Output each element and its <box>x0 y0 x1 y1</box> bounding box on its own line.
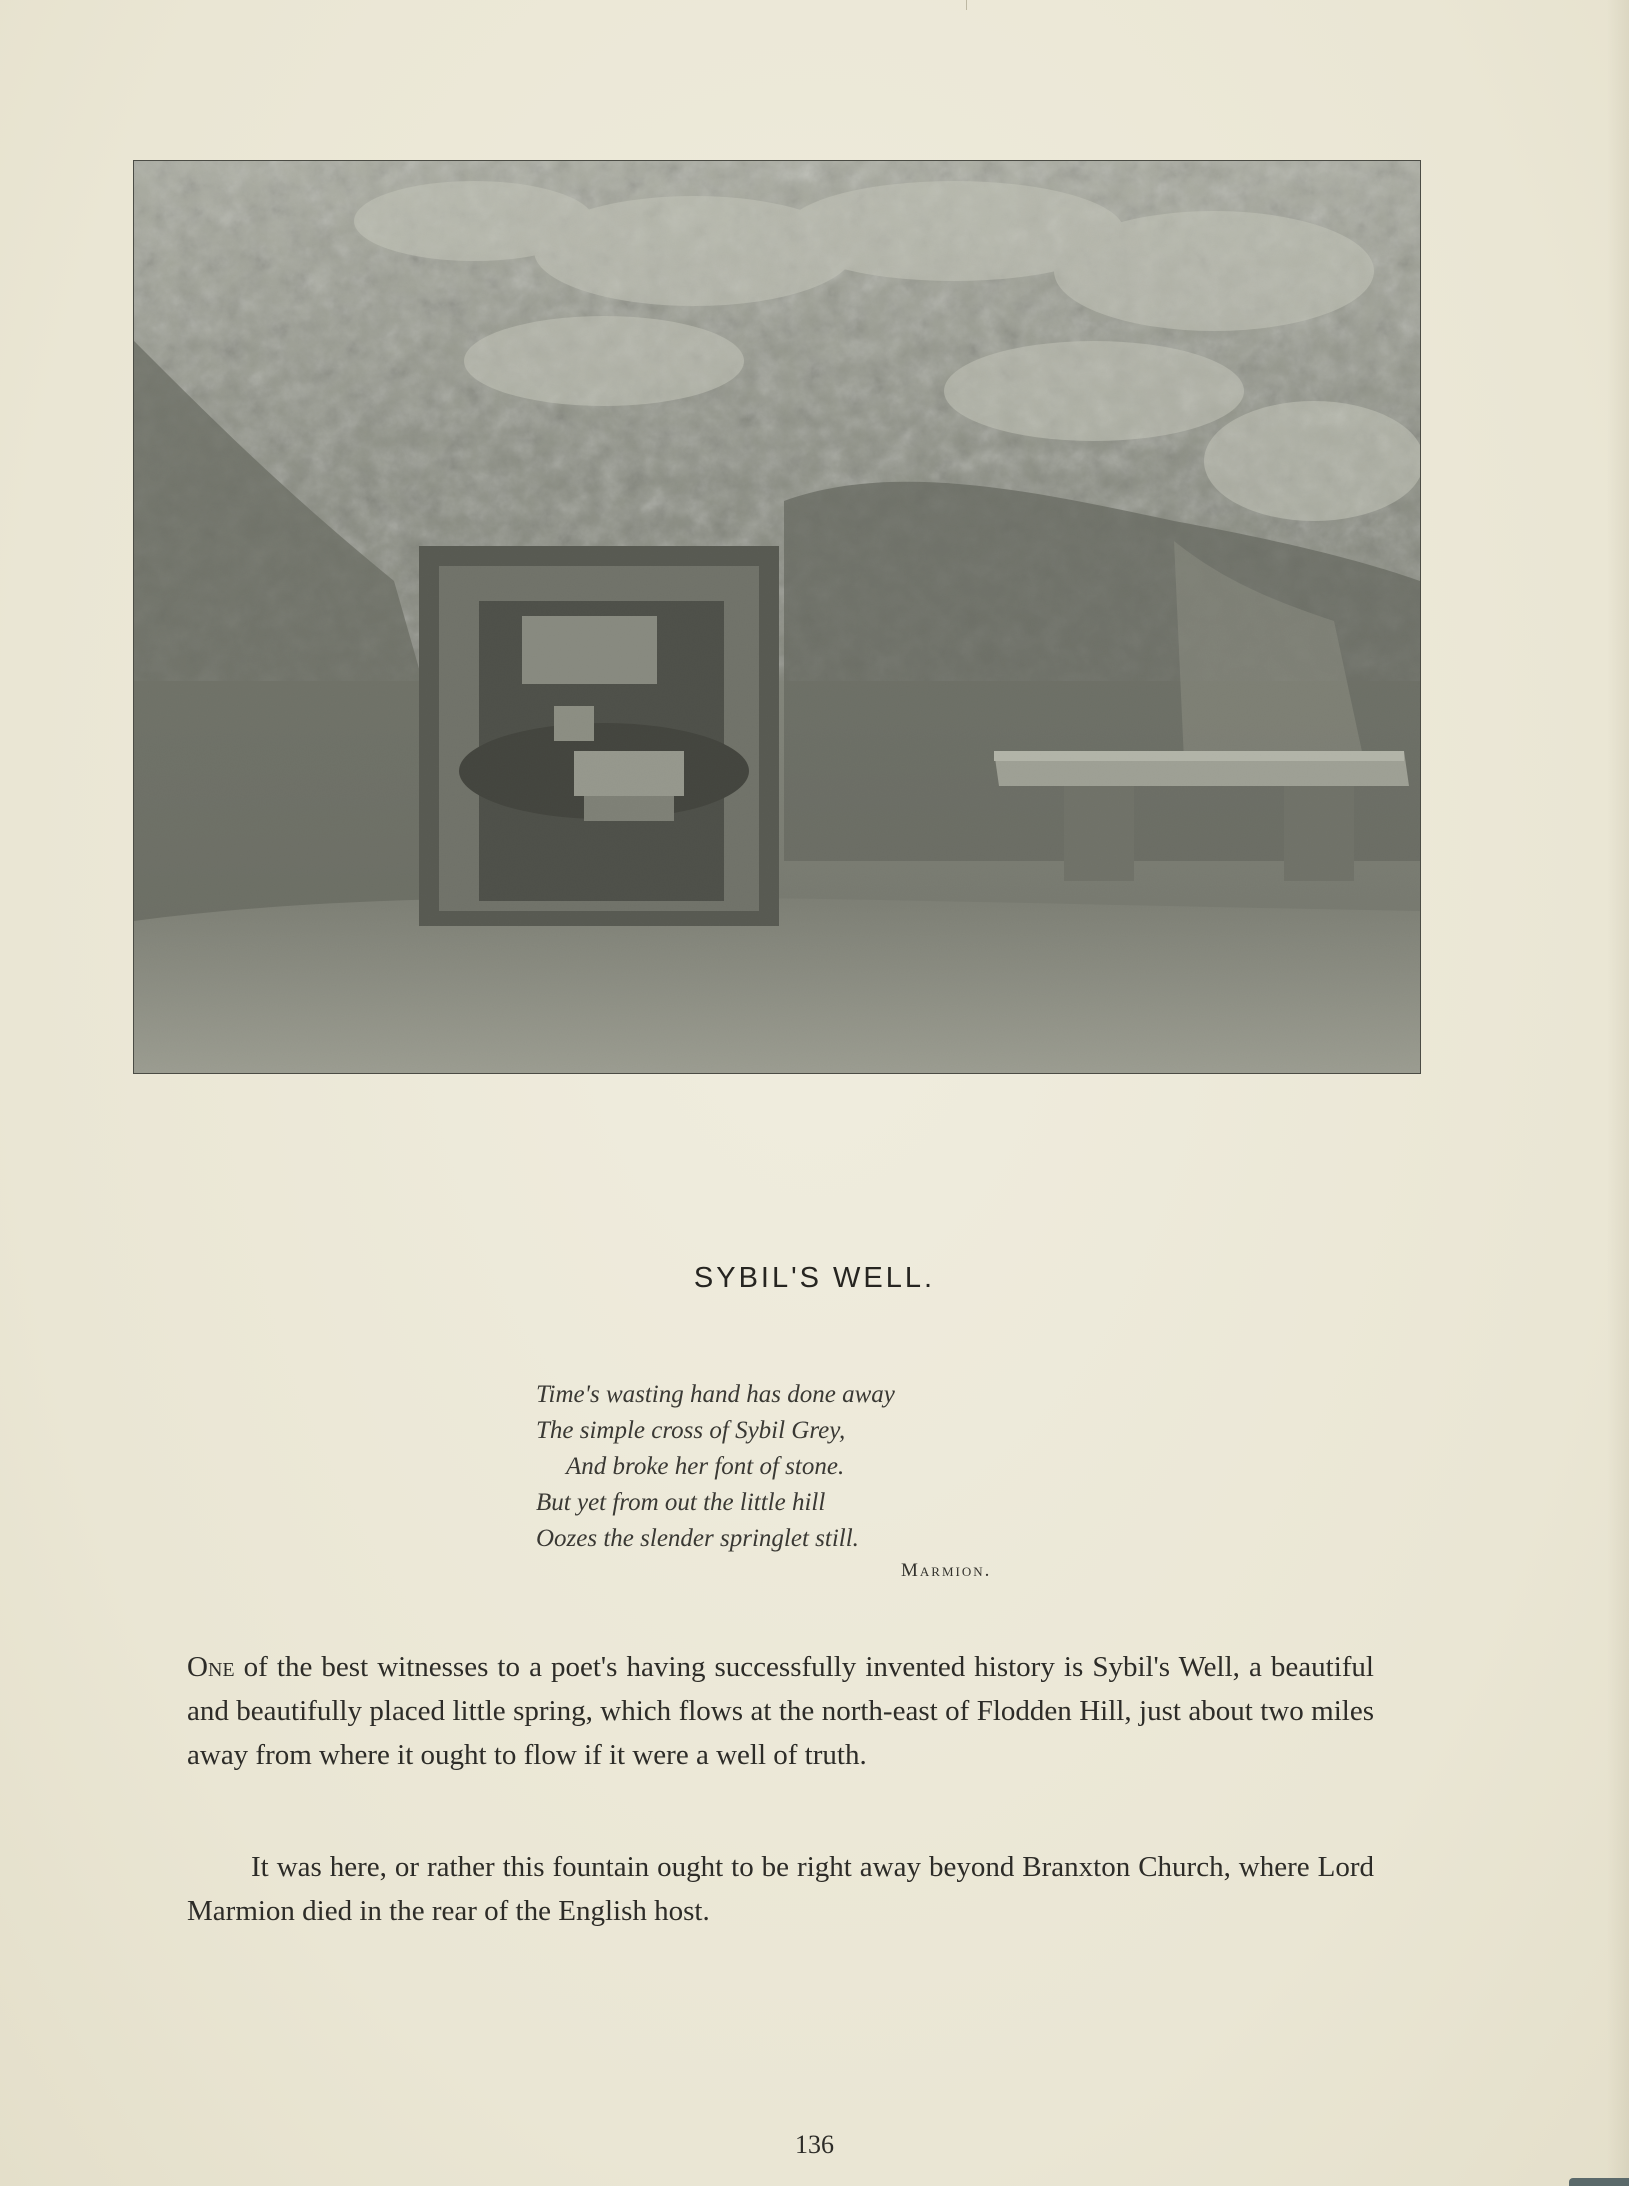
paragraph-lead-word: One <box>187 1651 235 1683</box>
page-title: SYBIL'S WELL. <box>693 1262 936 1294</box>
paragraph-text: of the best witnesses to a poet's having successfully invented history is Sybil's Well, a beautiful and beautifully placed little spring, which flows at the north-east of Flodden Hill, just about two miles away from where it ought to flow if it were a well of truth. <box>187 1651 1374 1771</box>
body-paragraph-2: It was here, or rather this fountain ought to be right away beyond Branxton Church, where Lord Marmion died in the rear of the English host. <box>187 1851 1374 1927</box>
poem-line: But yet from out the little hill <box>536 1489 826 1516</box>
poem-line: The simple cross of Sybil Grey, <box>536 1417 846 1444</box>
paper-mark <box>966 0 967 10</box>
poem-line: Oozes the slender springlet still. <box>536 1525 859 1552</box>
photograph-plate <box>134 161 1420 1073</box>
body-paragraph-1 <box>187 1645 1374 1777</box>
corner-tab <box>1569 2178 1629 2186</box>
poem-line: Time's wasting hand has done away <box>536 1381 895 1408</box>
page-edge-shadow <box>1607 0 1629 2186</box>
page-number: 136 <box>795 2130 834 2159</box>
poem-line: And broke her font of stone. <box>566 1453 845 1480</box>
well-photograph <box>134 161 1420 1073</box>
poem-attribution: Marmion. <box>901 1560 992 1581</box>
epigraph-poem <box>536 1377 1056 1557</box>
